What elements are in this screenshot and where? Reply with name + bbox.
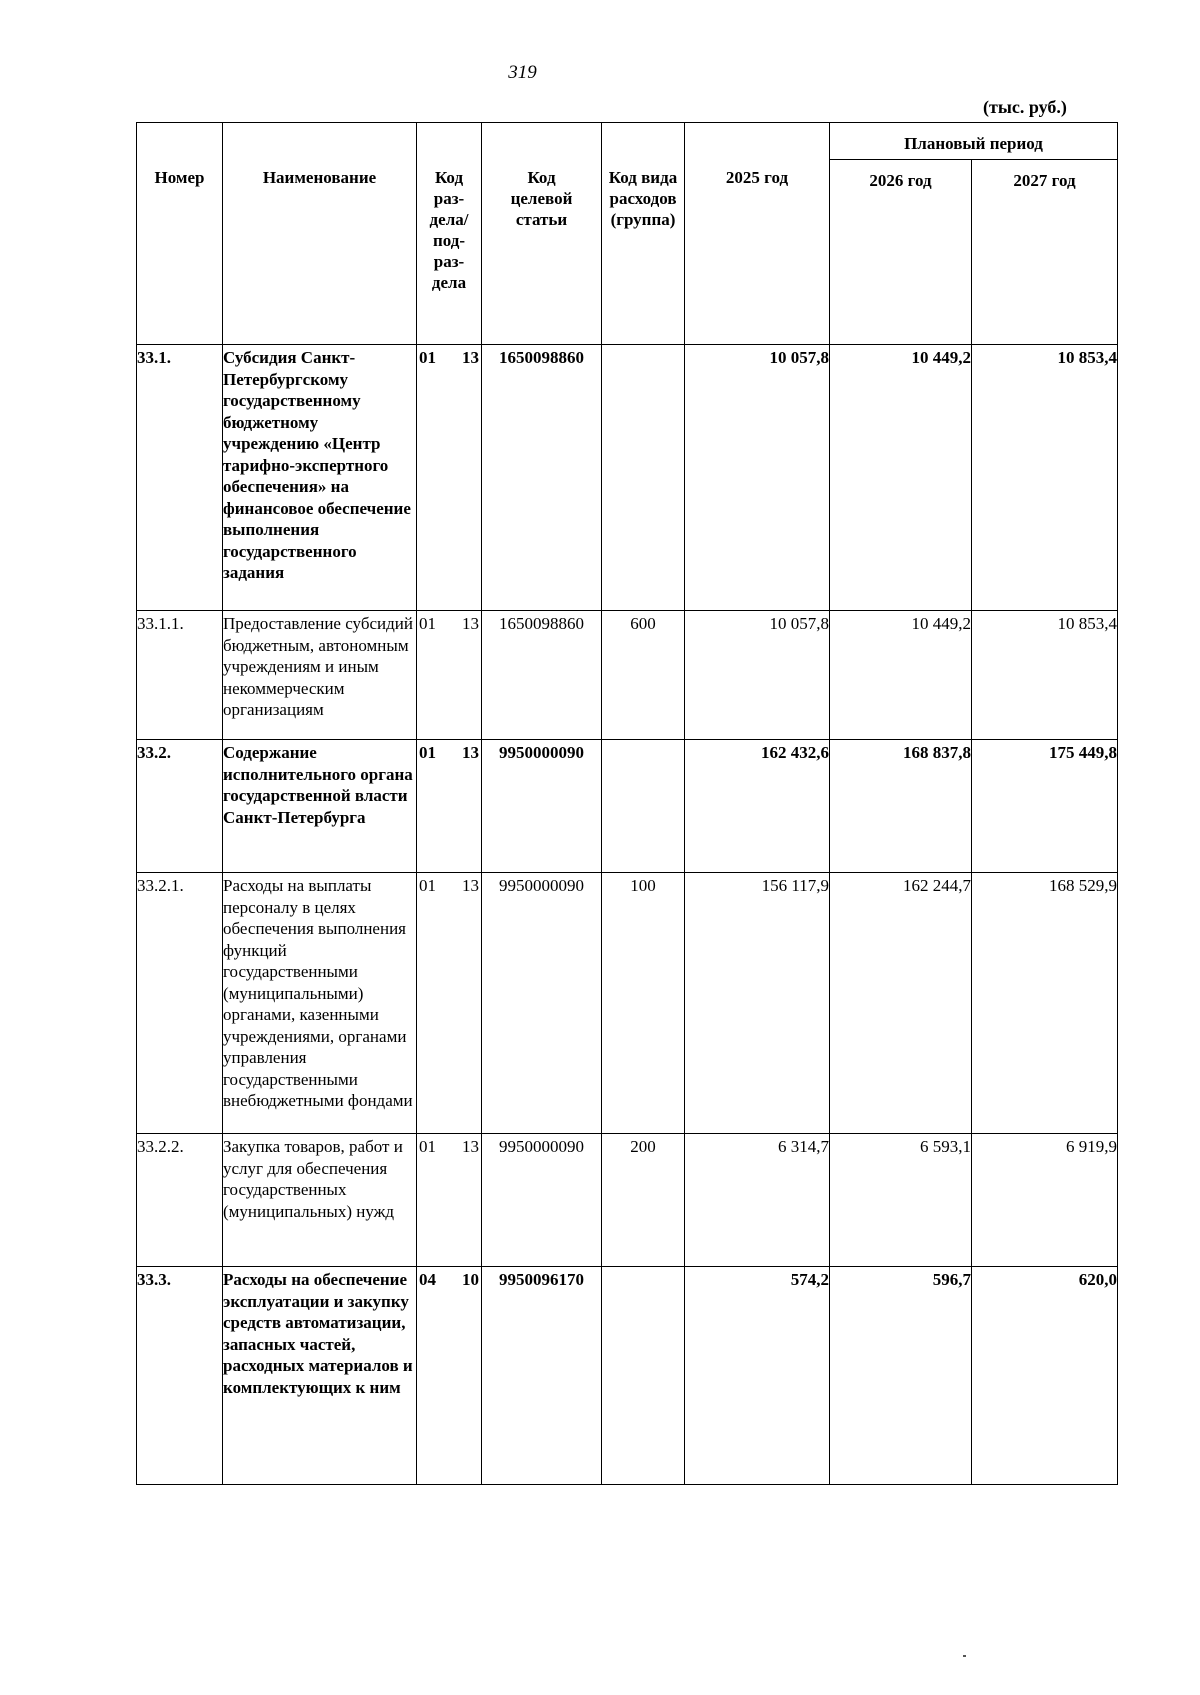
table-row	[137, 345, 1118, 611]
row-number: 33.1.1.	[137, 611, 223, 740]
row-target-code: 1650098860	[482, 345, 602, 611]
row-target-code: 9950096170	[482, 1267, 602, 1485]
row-amount-2025: 10 057,8	[685, 345, 830, 611]
row-section-code	[417, 740, 482, 873]
row-amount-2025: 162 432,6	[685, 740, 830, 873]
row-name: Расходы на обеспечение эксплуатации и закупку средств автоматизации, запасных частей, расходных материалов и комплектующих к ним	[223, 1267, 417, 1485]
row-number: 33.2.	[137, 740, 223, 873]
header-target-code-text: Код целевой статьи	[510, 168, 573, 229]
row-number: 33.1.	[137, 345, 223, 611]
row-amount-2025: 10 057,8	[685, 611, 830, 740]
row-expense-type: 200	[602, 1134, 685, 1267]
row-name: Предоставление субсидий бюджетным, автономным учреждениям и иным некоммерческим организациям	[223, 611, 417, 740]
row-razdel: 04	[419, 1270, 436, 1289]
row-amount-2025: 6 314,7	[685, 1134, 830, 1267]
table-row	[137, 873, 1118, 1134]
row-razdel: 01	[419, 1137, 436, 1156]
row-name: Закупка товаров, работ и услуг для обеспечения государственных (муниципальных) нужд	[223, 1134, 417, 1267]
header-section-code-text: Код раз-дела/ под-раз-дела	[429, 168, 469, 292]
row-podrazdel: 10	[462, 1270, 479, 1289]
header-expense-type	[602, 123, 685, 345]
row-podrazdel: 13	[462, 743, 479, 762]
row-name: Содержание исполнительного органа государственной власти Санкт-Петербурга	[223, 740, 417, 873]
row-amount-2027: 620,0	[972, 1267, 1118, 1485]
page-number: 319	[508, 62, 537, 83]
row-name: Субсидия Санкт-Петербургскому государственному бюджетному учреждению «Центр тарифно-экспертного обеспечения» на финансовое обеспечение выполнения государственного задания	[223, 345, 417, 611]
table-row	[137, 1267, 1118, 1485]
row-amount-2025: 574,2	[685, 1267, 830, 1485]
table-row	[137, 1134, 1118, 1267]
row-amount-2027: 10 853,4	[972, 345, 1118, 611]
row-target-code: 9950000090	[482, 740, 602, 873]
row-section-code	[417, 1267, 482, 1485]
header-year-2025: 2025 год	[685, 123, 830, 345]
header-planned-period: Плановый период	[830, 123, 1118, 160]
row-amount-2026: 10 449,2	[830, 345, 972, 611]
row-podrazdel: 13	[462, 614, 479, 633]
row-expense-type	[602, 1267, 685, 1485]
header-section-code	[417, 123, 482, 345]
row-name: Расходы на выплаты персоналу в целях обеспечения выполнения функций государственными (муниципальными) органами, казенными учреждениями, органами управления государственными внебюджетными фондами	[223, 873, 417, 1134]
header-target-code	[482, 123, 602, 345]
header-year-2026: 2026 год	[830, 160, 972, 345]
row-podrazdel: 13	[462, 348, 479, 367]
row-section-code	[417, 611, 482, 740]
row-amount-2025: 156 117,9	[685, 873, 830, 1134]
row-section-code	[417, 1134, 482, 1267]
header-expense-type-text: Код вида расходов (группа)	[608, 168, 678, 229]
row-amount-2026: 596,7	[830, 1267, 972, 1485]
row-expense-type	[602, 345, 685, 611]
row-section-code	[417, 345, 482, 611]
scan-speck	[963, 1655, 966, 1657]
budget-table	[136, 122, 1118, 1485]
row-target-code: 9950000090	[482, 873, 602, 1134]
row-amount-2027: 6 919,9	[972, 1134, 1118, 1267]
row-amount-2027: 10 853,4	[972, 611, 1118, 740]
header-name: Наименование	[223, 123, 417, 345]
row-amount-2027: 168 529,9	[972, 873, 1118, 1134]
row-amount-2027: 175 449,8	[972, 740, 1118, 873]
units-label: (тыс. руб.)	[983, 97, 1067, 117]
row-target-code: 9950000090	[482, 1134, 602, 1267]
row-razdel: 01	[419, 743, 436, 762]
row-number: 33.3.	[137, 1267, 223, 1485]
row-amount-2026: 162 244,7	[830, 873, 972, 1134]
row-podrazdel: 13	[462, 876, 479, 895]
row-razdel: 01	[419, 614, 436, 633]
header-number: Номер	[137, 123, 223, 345]
row-target-code: 1650098860	[482, 611, 602, 740]
row-number: 33.2.2.	[137, 1134, 223, 1267]
row-expense-type: 100	[602, 873, 685, 1134]
row-section-code	[417, 873, 482, 1134]
header-year-2027: 2027 год	[972, 160, 1118, 345]
row-expense-type	[602, 740, 685, 873]
row-amount-2026: 168 837,8	[830, 740, 972, 873]
row-amount-2026: 10 449,2	[830, 611, 972, 740]
row-expense-type: 600	[602, 611, 685, 740]
header-row-1	[137, 123, 1118, 160]
row-number: 33.2.1.	[137, 873, 223, 1134]
row-razdel: 01	[419, 348, 436, 367]
table-row	[137, 611, 1118, 740]
row-podrazdel: 13	[462, 1137, 479, 1156]
table-row	[137, 740, 1118, 873]
row-amount-2026: 6 593,1	[830, 1134, 972, 1267]
row-razdel: 01	[419, 876, 436, 895]
